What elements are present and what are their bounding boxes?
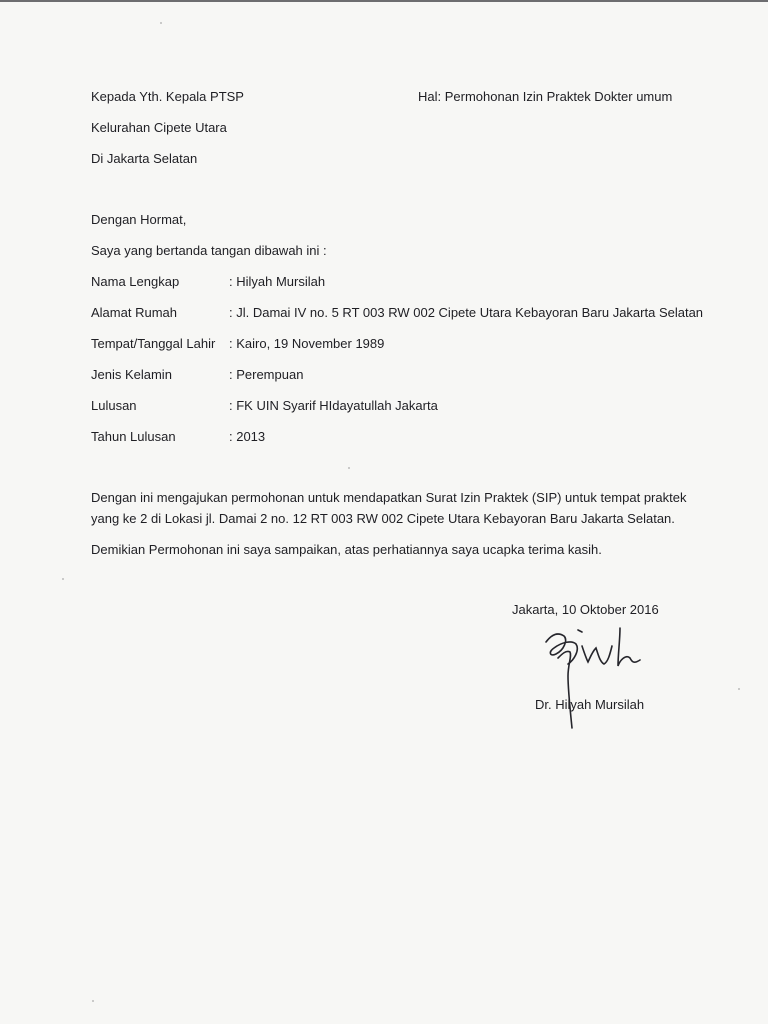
field-value-address: : Jl. Damai IV no. 5 RT 003 RW 002 Cipete Utara Kebayoran Baru Jakarta Selatan xyxy=(229,305,704,320)
scan-speck xyxy=(738,688,740,690)
field-label-gender: Jenis Kelamin xyxy=(91,367,172,382)
body-paragraph-line-1: Dengan ini mengajukan permohonan untuk mendapatkan Surat Izin Praktek (SIP) untuk tempat praktek xyxy=(91,490,687,505)
closing-sentence: Demikian Permohonan ini saya sampaikan, atas perhatiannya saya ucapka terima kasih. xyxy=(91,542,602,557)
field-value-gender: : Perempuan xyxy=(229,367,304,382)
field-label-birth: Tempat/Tanggal Lahir xyxy=(91,336,216,351)
handwritten-signature xyxy=(538,624,648,734)
field-value-education: : FK UIN Syarif HIdayatullah Jakarta xyxy=(229,398,438,413)
field-value-grad-year: : 2013 xyxy=(229,429,266,444)
field-label-grad-year: Tahun Lulusan xyxy=(91,429,176,444)
body-paragraph-line-2: yang ke 2 di Lokasi jl. Damai 2 no. 12 RT 003 RW 002 Cipete Utara Kebayoran Baru Jakarta Selatan. xyxy=(91,511,675,526)
scan-speck xyxy=(62,578,64,580)
recipient-line-2: Kelurahan Cipete Utara xyxy=(91,120,227,135)
scan-top-edge xyxy=(0,0,768,2)
scan-speck xyxy=(348,467,350,469)
scan-speck xyxy=(92,1000,94,1002)
field-value-birth: : Kairo, 19 November 1989 xyxy=(229,336,385,351)
recipient-line-3: Di Jakarta Selatan xyxy=(91,151,198,166)
signatory-name: Dr. Hilyah Mursilah xyxy=(535,697,645,712)
field-value-name: : Hilyah Mursilah xyxy=(229,274,326,289)
scan-speck xyxy=(160,22,162,24)
letter-subject: Hal: Permohonan Izin Praktek Dokter umum xyxy=(418,89,673,104)
field-label-address: Alamat Rumah xyxy=(91,305,177,320)
place-date: Jakarta, 10 Oktober 2016 xyxy=(512,602,659,617)
field-label-name: Nama Lengkap xyxy=(91,274,180,289)
greeting: Dengan Hormat, xyxy=(91,212,187,227)
recipient-line-1: Kepada Yth. Kepala PTSP xyxy=(91,89,244,104)
field-label-education: Lulusan xyxy=(91,398,137,413)
intro-line: Saya yang bertanda tangan dibawah ini : xyxy=(91,243,327,258)
